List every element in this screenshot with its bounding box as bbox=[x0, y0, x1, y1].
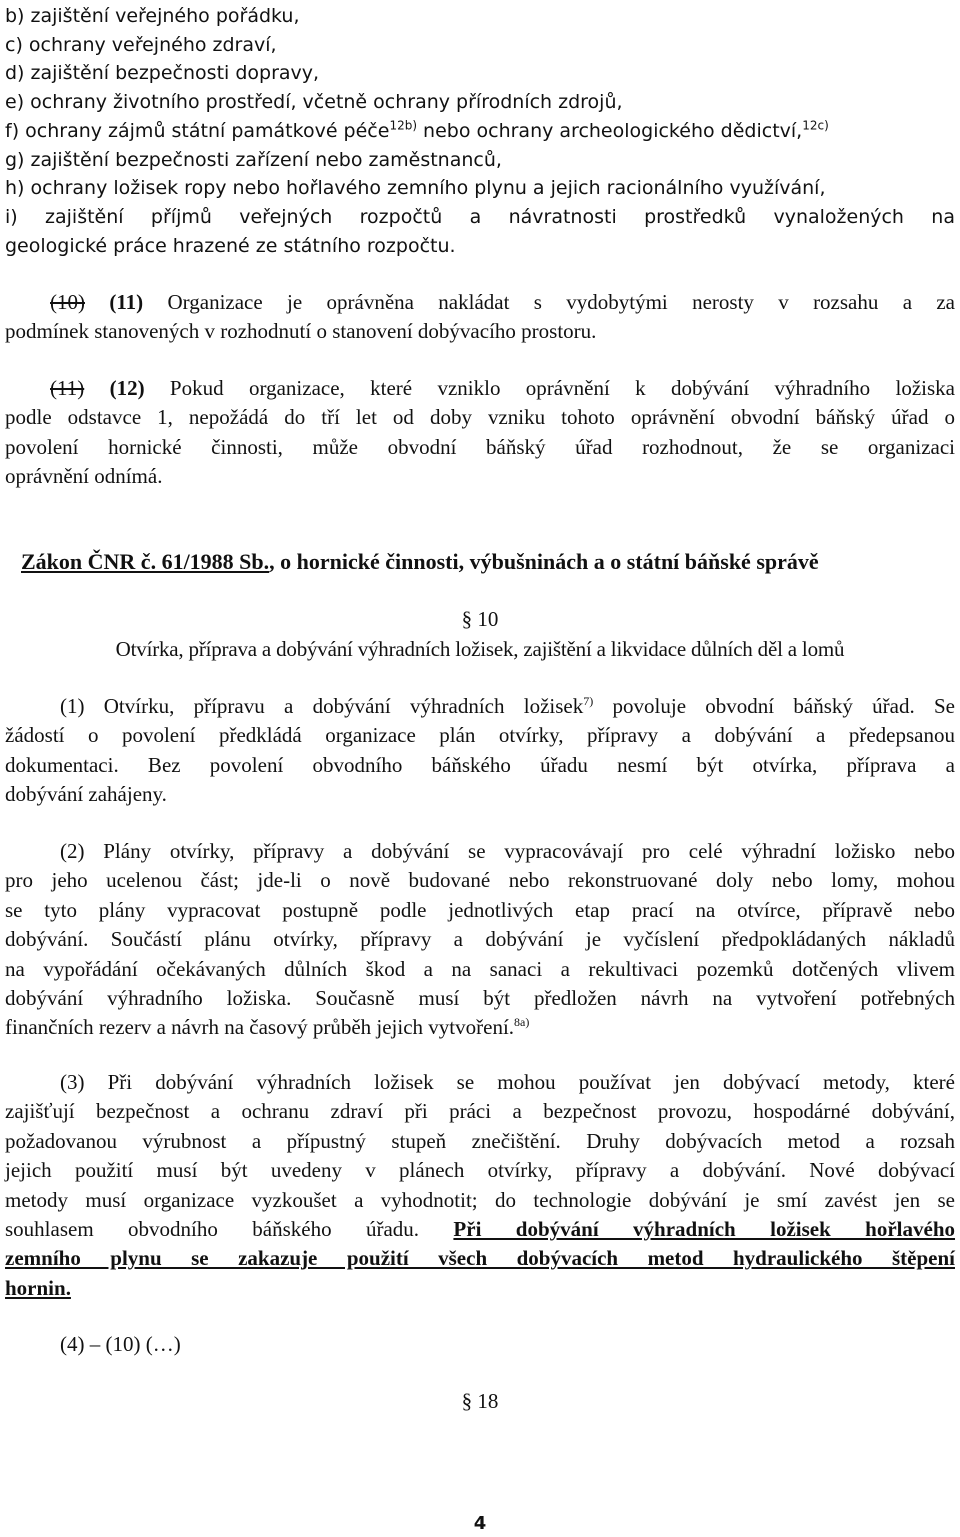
footnote-ref-12c: 12c) bbox=[802, 118, 829, 133]
list-item-i-line1: i) zajištění příjmů veřejných rozpočtů a návratnosti prostředků vynaložených na bbox=[5, 205, 955, 228]
paragraph-1-line4: dobývání zahájeny. bbox=[5, 781, 167, 806]
paragraph-1 bbox=[5, 692, 955, 809]
list-item-f-text2: nebo ochrany archeologického dědictví, bbox=[417, 119, 803, 142]
paragraph-3-line3: požadovanou výrubnost a přípustný stupeň znečištění. Druhy dobývacích metod a rozsah bbox=[5, 1128, 955, 1153]
paragraph-3-line2: zajišťují bezpečnost a ochranu zdraví při práci a bezpečnost provozu, hospodárné dobývání, bbox=[5, 1099, 955, 1124]
list-item-f bbox=[5, 117, 955, 146]
paragraph-2-line3: se tyto plány vypracovat postupně podle jednotlivých etap prací na otvírce, přípravě nebo bbox=[5, 897, 955, 922]
list-item-g: g) zajištění bezpečnosti zařízení nebo zaměstnanců, bbox=[5, 148, 502, 171]
paragraph-11-line2: podmínek stanovených v rozhodnutí o stanovení dobývacího prostoru. bbox=[5, 319, 597, 343]
new-paragraph-number: (11) bbox=[109, 290, 144, 314]
section-18-heading bbox=[5, 1386, 955, 1416]
paragraph-11 bbox=[5, 288, 955, 346]
paragraph-3 bbox=[5, 1068, 955, 1303]
paragraph-3-line6: souhlasem obvodního báňského úřadu. Při dobývání výhradních ložisek hořlavého bbox=[5, 1217, 956, 1242]
law-title: , o hornické činnosti, výbušninách a o státní báňské správě bbox=[269, 549, 819, 574]
new-paragraph-number: (12) bbox=[109, 376, 145, 400]
footnote-ref-8a: 8a) bbox=[514, 1015, 530, 1030]
paragraph-2-line7: finančních rezerv a návrh na časový průběh jejich vytvoření.$^{8a)}$ bbox=[5, 1015, 530, 1040]
section-number: § 18 bbox=[461, 1389, 499, 1413]
footnote-ref-7: 7) bbox=[583, 694, 594, 708]
page-number: 4 bbox=[473, 1513, 487, 1534]
list-item-h: h) ochrany ložisek ropy nebo hořlavého zemního plynu a jejich racionálního využívání, bbox=[5, 177, 826, 200]
list-item-f-text1: f) ochrany zájmů státní památkové péče bbox=[5, 119, 390, 142]
amendment-text-line3: hornin. bbox=[5, 1275, 71, 1300]
list-item-b: b) zajištění veřejného pořádku, bbox=[5, 5, 300, 27]
section-10-heading bbox=[5, 604, 955, 664]
paragraph-3-line4: jejich použití musí být uvedeny v plánech otvírky, přípravy a dobývání. Nové dobývací bbox=[5, 1158, 955, 1183]
paragraph-12 bbox=[5, 374, 955, 491]
list-item-d: d) zajištění bezpečnosti dopravy, bbox=[5, 62, 320, 85]
paragraph-2-line2: pro jeho ucelenou část; jde-li o nově budované nebo rekonstruované doly nebo lomy, mohou bbox=[5, 868, 955, 893]
paragraph-3-line5: metody musí organizace vyzkoušet a vyhodnotit; do technologie dobývání je smí zavést jen se bbox=[5, 1187, 955, 1212]
paragraph-12-line2: podle odstavce 1, nepožádá do tří let od doby vzniku tohoto oprávnění obvodní báňský úřad o bbox=[5, 405, 955, 430]
footnote-ref-12b: 12b) bbox=[389, 118, 418, 133]
paragraph-12-line3: povolení hornické činnosti, může obvodní báňský úřad rozhodnout, že se organizaci bbox=[5, 434, 955, 459]
paragraph-2 bbox=[5, 837, 955, 1043]
list-item-i-line2: geologické práce hrazené ze státního rozpočtu. bbox=[5, 234, 456, 257]
paragraph-3-line1: (3) Při dobývání výhradních ložisek se mohou používat jen dobývací metody, které bbox=[60, 1070, 955, 1094]
paragraph-2-line6: dobývání výhradního ložiska. Současně musí být předložen návrh na vytvoření potřebných bbox=[5, 986, 955, 1011]
paragraph-12-line4: oprávnění odnímá. bbox=[5, 463, 163, 488]
paragraph-1-line1: (1) Otvírku, přípravu a dobývání výhradních ložisek$^{7)}$ povoluje obvodní báňský úřad. Se bbox=[60, 694, 955, 718]
paragraph-2-line5: na vypořádání očekávaných důlních škod a na sanaci a rekultivaci pozemků dotčených vlivem bbox=[5, 956, 955, 981]
section-title: Otvírka, příprava a dobývání výhradních ložisek, zajištění a likvidace důlních děl a lomů bbox=[115, 637, 845, 661]
amendment-text: Při dobývání výhradních ložisek hořlavého bbox=[453, 1217, 956, 1242]
law-citation: Zákon ČNR č. 61/1988 Sb. bbox=[21, 549, 270, 574]
old-paragraph-number: (10) bbox=[50, 290, 85, 314]
old-paragraph-number: (11) bbox=[50, 376, 85, 400]
list-item-e: e) ochrany životního prostředí, včetně ochrany přírodních zdrojů, bbox=[5, 91, 623, 114]
list-item-c: c) ochrany veřejného zdraví, bbox=[5, 33, 277, 56]
section-number: § 10 bbox=[461, 607, 499, 631]
paragraph-2-line4: dobývání. Součástí plánu otvírky, přípravy a dobývání je vyčíslení předpokládaných nákladů bbox=[5, 927, 955, 952]
paragraph-11-line1: (10) (11) Organizace je oprávněna nakládat s vydobytými nerosty v rozsahu a za bbox=[50, 290, 955, 314]
paragraph-1-line3: dokumentaci. Bez povolení obvodního báňského úřadu nesmí být otvírka, příprava a bbox=[5, 752, 955, 777]
paragraph-1-line2: žádostí o povolení předkládá organizace plán otvírky, přípravy a dobývání a předepsanou bbox=[5, 723, 955, 748]
paragraph-12-line1: (11) (12) Pokud organizace, které vzniklo oprávnění k dobývání výhradního ložiska bbox=[50, 376, 955, 400]
amendment-text-line2: zemního plynu se zakazuje použití všech dobývacích metod hydraulického štěpení bbox=[5, 1246, 955, 1271]
list-block bbox=[5, 2, 955, 260]
paragraph-2-line1: (2) Plány otvírky, přípravy a dobývání se vypracovávají pro celé výhradní ložisko nebo bbox=[60, 839, 955, 863]
law-heading bbox=[21, 548, 956, 576]
paragraph-4-10-omitted: (4) – (10) (…) bbox=[60, 1332, 181, 1356]
